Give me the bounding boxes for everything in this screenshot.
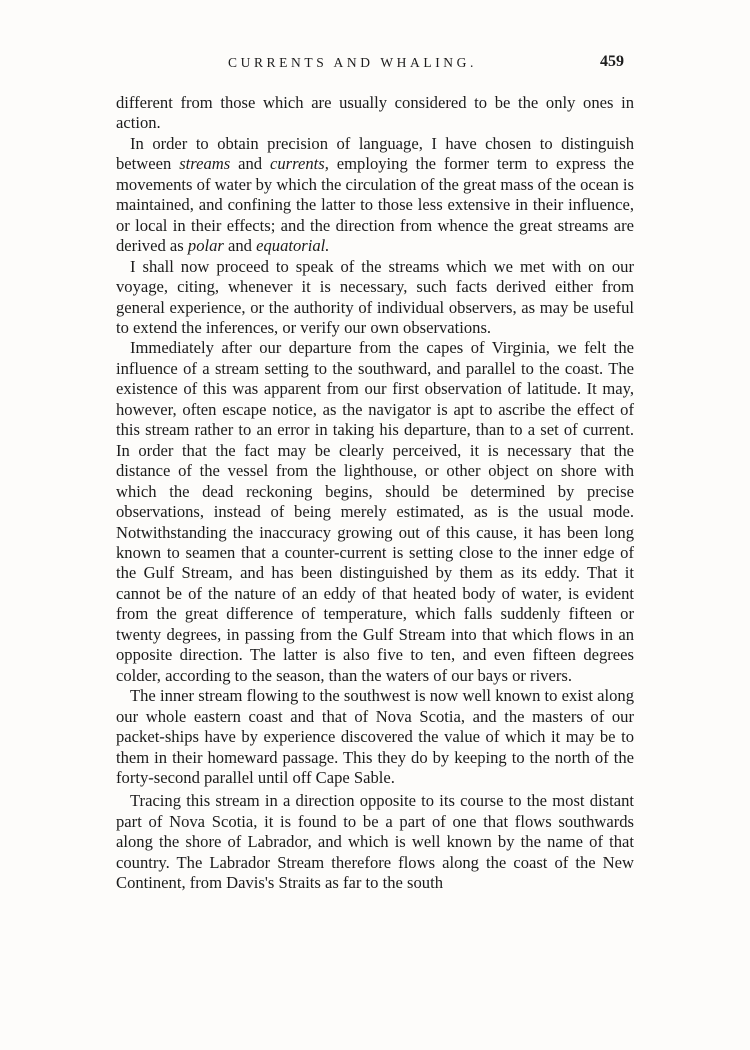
paragraph-inner-stream	[116, 686, 634, 788]
paragraph-text: and	[230, 154, 271, 174]
paragraph-continuation	[116, 93, 634, 134]
term-streams: streams	[179, 154, 231, 174]
paragraph-voyage-streams	[116, 257, 634, 339]
paragraph-text: employing the former term to express the movements of water by which the circulation of the great mass of the ocean is maintained, and confining the latter to those less extensive in their influence, or local in their effects; and the direction from whence the great streams are derived as	[116, 154, 634, 256]
paragraph-virginia-stream	[116, 338, 634, 686]
running-head	[116, 55, 630, 77]
paragraph-text: Immediately after our departure from the capes of Virginia, we felt the influence of a stream setting to the southward, and parallel to the coast. The existence of this was apparent from our first observation of latitude. It may, however, often escape notice, as the navigator is apt to ascribe the effect of this stream rather to an error in taking his departure, than to a set of current. In order that the fact may be clearly perceived, it is necessary that the distance of the vessel from the lighthouse, or other object on shore with which the dead reckoning begins, should be determined by precise observations, instead of being merely estimated, as is the usual mode. Notwithstanding the inaccuracy growing out of this cause, it has been long known to seamen that a counter-current is setting close to the inner edge of the Gulf Stream, and has been distinguished by them as its eddy. That it cannot be of the nature of an eddy of that heated body of water, is evident from the great difference of temperature, which falls suddenly fifteen or twenty degrees, in passing from the Gulf Stream into that which flows in an opposite direction. The latter is also five to ten, and even fifteen degrees colder, according to the season, than the waters of our bays or rivers.	[116, 338, 634, 685]
term-equatorial: equatorial.	[256, 236, 330, 256]
paragraph-text: In order to obtain precision of language, I have chosen to distinguish between	[116, 133, 634, 174]
paragraph-labrador-stream	[116, 791, 634, 893]
paragraph-text: Tracing this stream in a direction opposite to its course to the most distant part of Nova Scotia, it is found to be a part of one that flows southwards along the shore of Labrador, and which is well known by the name of that country. The Labrador Stream therefore flows along the coast of the New Continent, from Davis's Straits as far to the south	[116, 791, 634, 893]
paragraph-text: and	[223, 236, 257, 256]
term-currents: currents,	[270, 154, 329, 174]
paragraph-text: I shall now proceed to speak of the streams which we met with on our voyage, citing, whenever it is necessary, such facts derived either from general experience, or the authority of individual observers, as may be useful to extend the inferences, or verify our own observations.	[116, 256, 634, 337]
term-polar: polar	[187, 236, 224, 256]
paragraph-text: different from those which are usually considered to be the only ones in action.	[116, 93, 634, 133]
body-text	[116, 93, 634, 894]
paragraph-streams-currents	[116, 134, 634, 257]
paragraph-text: The inner stream flowing to the southwest is now well known to exist along our whole eastern coast and that of Nova Scotia, and the masters of our packet-ships have by experience discovered the value of which it may be to them in their homeward passage. This they do by keeping to the north of the forty-second parallel until off Cape Sable.	[116, 686, 634, 787]
running-head-title: CURRENTS AND WHALING.	[228, 55, 477, 70]
page-number: 459	[600, 53, 624, 70]
